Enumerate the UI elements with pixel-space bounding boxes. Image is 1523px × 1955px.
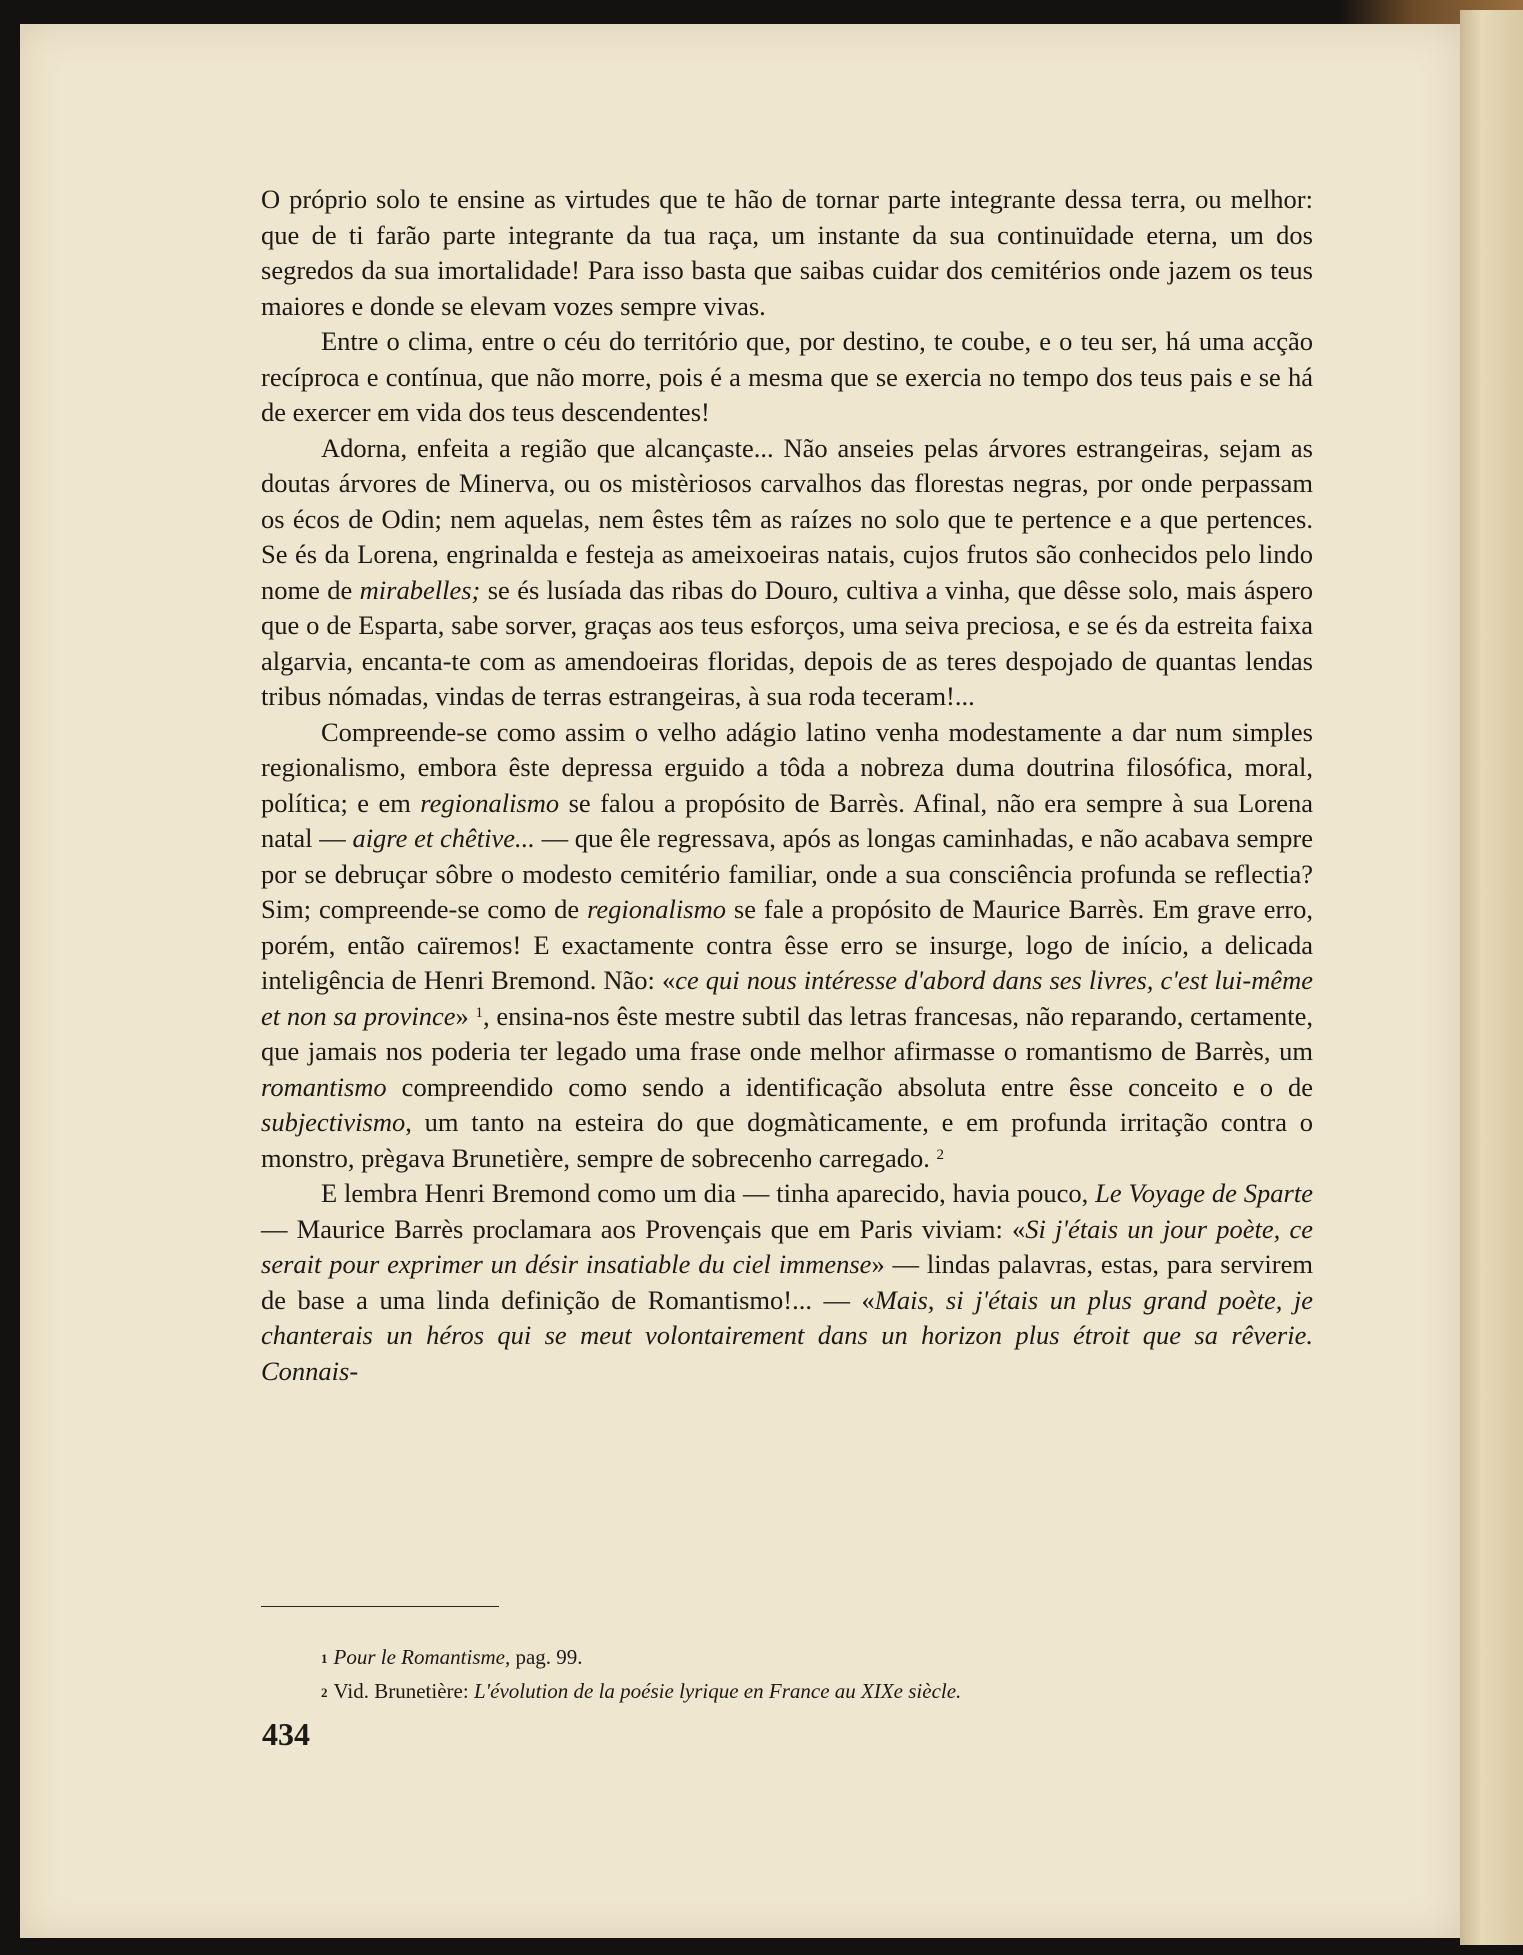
- footnote-ref-2: 2: [936, 1146, 944, 1163]
- paragraph-text: — Maurice Barrès proclamara aos Provençais que em Paris viviam: «: [261, 1213, 1026, 1244]
- footnote-text: pag. 99.: [510, 1645, 583, 1669]
- italic-quote: ce qui nous intéresse d'abord dans ses livres, c'est lui-même et non sa province: [261, 965, 1313, 1031]
- paragraph-1: [261, 182, 1313, 324]
- paragraph-text: » — lindas palavras, estas, para servirem de base a uma linda definição de Romantismo!... — «: [261, 1249, 1313, 1315]
- italic-term: subjectivismo: [261, 1107, 406, 1137]
- paragraph-text: se és lusíada das ribas do Douro, cultiva a vinha, que dêsse solo, mais áspero que o de Esparta, sabe sorver, graças aos teus esforços, uma seiva preciosa, e se és da estreita faixa algarvia, encanta-te com as amendoeiras floridas, depois de as teres despojado de quantas lendas tribus nómadas, vindas de terras estrangeiras, à sua roda teceram!...: [261, 574, 1313, 711]
- paragraph-text: E lembra Henri Bremond como um dia — tinha aparecido, havia pouco,: [321, 1178, 1096, 1208]
- paragraph-text: se falou a propósito de Barrès. Afinal, não era sempre à sua Lorena natal —: [261, 787, 1313, 853]
- footnote-number: 2: [321, 1685, 328, 1700]
- italic-title: Le Voyage de Sparte: [1095, 1178, 1313, 1208]
- italic-term: mirabelles;: [359, 574, 481, 605]
- paragraph-text: Entre o clima, entre o céu do território que, por destino, te coube, e o teu ser, há uma acção recíproca e contínua, que não morre, pois é a mesma que se exercia no tempo dos teus pais e se há de exercer em vida dos teus descendentes!: [261, 326, 1313, 427]
- footnote-title: L'évolution de la poésie lyrique en France au XIXe siècle.: [473, 1679, 962, 1703]
- footnote-text: Vid. Brunetière:: [333, 1679, 474, 1703]
- footnote-2: [321, 1674, 961, 1708]
- paragraph-text: compreendido como sendo a identificação absoluta entre êsse conceito e o de: [386, 1071, 1313, 1102]
- paragraph-text: »: [455, 1000, 476, 1031]
- paragraph-text: se fale a propósito de Maurice Barrès. Em grave erro, porém, então caïremos! E exactamente contra êsse erro se insurge, logo de início, a delicada inteligência de Henri Bremond. Não: «: [261, 894, 1313, 995]
- footnote-ref-1: 1: [475, 1004, 484, 1021]
- paragraph-3: [261, 431, 1313, 715]
- paragraph-5: [261, 1176, 1313, 1389]
- page-number: 434: [262, 1716, 310, 1752]
- italic-term: romantismo: [261, 1071, 387, 1102]
- paragraph-text: O próprio solo te ensine as virtudes que te hão de tornar parte integrante dessa terra, ou melhor: que de ti farão parte integrante da tua raça, um instante da sua continuïdade eterna, um dos segredos da sua imortalidade! Para isso basta que saibas cuidar dos cemitérios onde jazem os teus maiores e donde se elevam vozes sempre vivas.: [261, 184, 1313, 321]
- paragraph-text: Adorna, enfeita a região que alcançaste... Não anseies pelas árvores estrangeiras, sejam as doutas árvores de Minerva, ou os mistèriosos carvalhos das florestas negras, por onde perpassam os écos de Odin; nem aquelas, nem êstes têm as raízes no solo que te pertence e a que pertences. Se és da Lorena, engrinalda e festeja as ameixoeiras natais, cujos frutos são conhecidos pelo lindo nome de: [261, 432, 1313, 605]
- italic-quote: Mais, si j'étais un plus grand poète, je chanterais un héros qui se meut volontairement dans un horizon plus étroit que sa rêverie. Connais-: [261, 1284, 1313, 1386]
- paragraph-2: [261, 324, 1313, 431]
- body-text: [261, 182, 1313, 1389]
- footnotes: [321, 1640, 961, 1708]
- footnote-divider: [261, 1606, 499, 1607]
- footnote-number: 1: [321, 1651, 328, 1666]
- paragraph-text: , ensina-nos êste mestre subtil das letras francesas, não reparando, certamente, que jamais nos poderia ter legado uma frase onde melhor afirmasse o romantismo de Barrès, um: [261, 1000, 1314, 1066]
- italic-term: regionalismo: [420, 787, 560, 818]
- paragraph-text: — que êle regressava, após as longas caminhadas, e não acabava sempre por se debruçar sôbre o modesto cemitério familiar, onde a sua consciência profunda se reflectia? Sim; compreende-se como de: [261, 823, 1313, 924]
- footnote-title: Pour le Romantisme,: [333, 1645, 511, 1669]
- footnote-1: [321, 1640, 961, 1674]
- paragraph-text: Compreende-se como assim o velho adágio latino venha modestamente a dar num simples regionalismo, embora êste depressa erguido a tôda a nobreza duma doutrina filosófica, moral, política; e em: [261, 716, 1313, 818]
- paragraph-4: [261, 715, 1313, 1177]
- italic-quote: aigre et chêtive...: [352, 823, 535, 853]
- italic-term: regionalismo: [587, 894, 726, 924]
- facing-page-edge: [1460, 10, 1523, 1945]
- italic-quote: Si j'étais un jour poète, ce serait pour exprimer un désir insatiable du ciel immense: [261, 1213, 1313, 1279]
- paragraph-text: , um tanto na esteira do que dogmàticamente, e em profunda irritação contra o monstro, prègava Brunetière, sempre de sobrecenho carregado.: [261, 1107, 1313, 1173]
